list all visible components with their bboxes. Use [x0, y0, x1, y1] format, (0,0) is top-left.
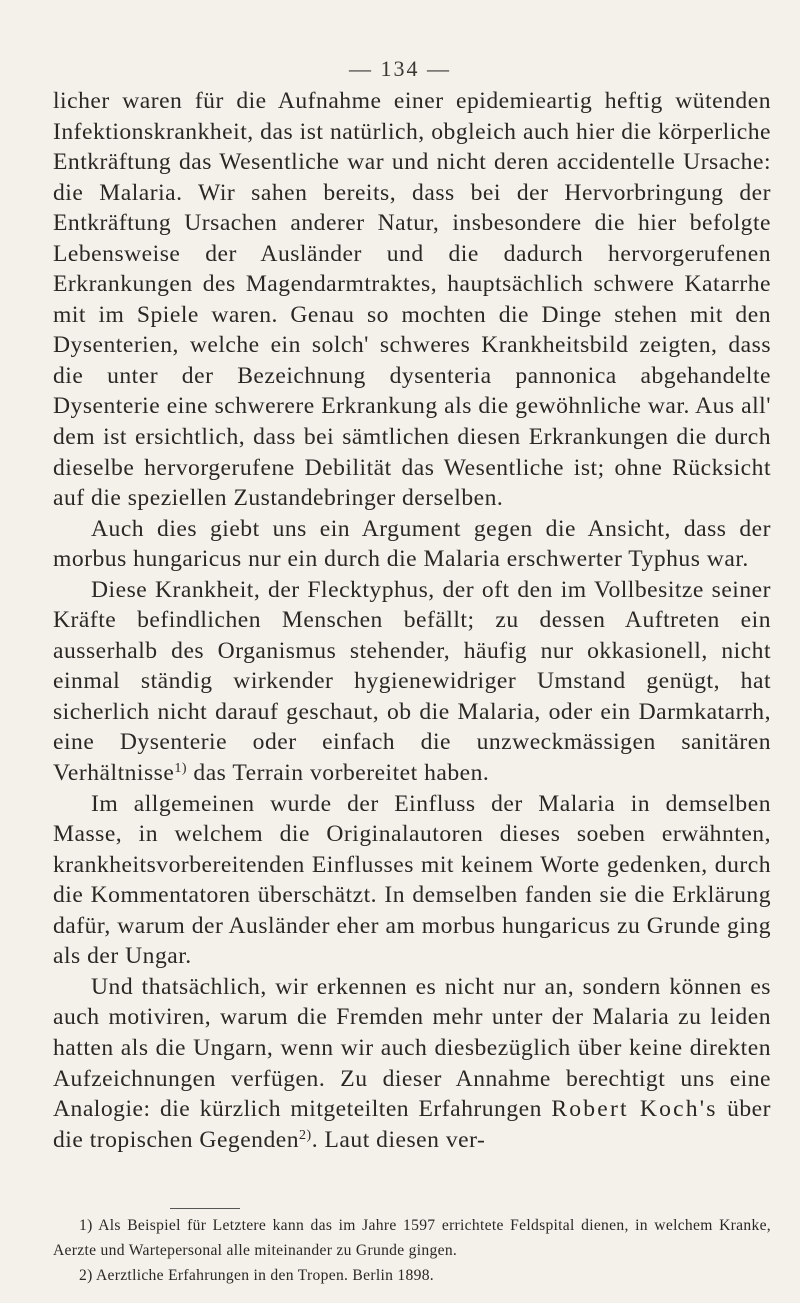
footnote-2-text: Aerztliche Erfahrungen in den Tropen. Berlin 1898.: [95, 1267, 434, 1284]
footnote-divider: [170, 1208, 240, 1209]
paragraph-3: [53, 575, 771, 789]
footnote-ref-1[interactable]: 1): [174, 761, 187, 777]
paragraph-2: Auch dies giebt uns ein Argument gegen die Ansicht, dass der morbus hungaricus nur ein durch die Malaria erschwerter Typhus war.: [53, 515, 771, 573]
footnote-2: [53, 1263, 771, 1288]
body-text: [53, 86, 771, 1155]
footnotes: [53, 1213, 771, 1288]
paragraph-3-text: Diese Krankheit, der Flecktyphus, der oft den im Vollbesitze seiner Kräfte befindlichen Menschen befällt; zu dessen Auftreten ein ausserhalb des Organismus stehender, häufig nur okkasionell, nicht einmal ständig wirkender hygienewidriger Umstand genügt, hat sicherlich nicht darauf geschaut, ob die Malaria, oder ein Darmkatarrh, eine Dysenterie oder einfach die unzweckmässigen sanitären Verhältnisse: [53, 576, 771, 787]
paragraph-5-end: . Laut diesen ver-: [311, 1126, 486, 1153]
footnote-1: [53, 1213, 771, 1263]
page-number: — 134 —: [349, 56, 451, 81]
author-name: Robert Koch's: [551, 1096, 718, 1123]
paragraph-5: [53, 972, 771, 1155]
paragraph-3-end: das Terrain vorbereitet haben.: [193, 760, 490, 787]
footnote-ref-2[interactable]: 2): [299, 1127, 312, 1143]
paragraph-4: Im allgemeinen wurde der Einfluss der Malaria in demselben Masse, in welchem die Originalautoren dieses soeben erwähnten, krankheitsvorbereitenden Einflusses mit keinem Worte gedenken, durch die Kommentatoren überschätzt. In demselben fanden sie die Erklärung dafür, warum der Ausländer eher am morbus hungaricus zu Grunde ging als der Ungar.: [53, 790, 771, 970]
footnote-1-marker: 1): [79, 1217, 93, 1234]
paragraph-5-continued: über die tropischen Gegenden: [53, 1096, 771, 1153]
paragraph-5-text: Und thatsächlich, wir erkennen es nicht nur an, sondern können es auch motiviren, warum die Fremden mehr unter der Malaria zu leiden hatten als die Ungarn, wenn wir auch diesbezüglich über keine direkten Aufzeichnungen verfügen. Zu dieser Annahme berechtigt uns eine Analogie: die kürzlich mitgeteilten Erfahrungen: [53, 973, 771, 1123]
paragraph-1: licher waren für die Aufnahme einer epidemieartig heftig wütenden Infektionskrankheit, das ist natürlich, obgleich auch hier die körperliche Entkräftung das Wesentliche war und nicht deren accidentelle Ursache: die Malaria. Wir sahen bereits, dass bei der Hervorbringung der Entkräftung Ursachen anderer Natur, insbesondere die hier befolgte Lebensweise der Ausländer und die dadurch hervorgerufenen Erkrankungen des Magendarmtraktes, hauptsächlich schwere Katarrhe mit im Spiele waren. Genau so mochten die Dinge stehen mit den Dysenterien, welche ein solch' schweres Krankheitsbild zeigten, dass die unter der Bezeichnung dysenteria pannonica abgehandelte Dysenterie eine schwerere Erkrankung als die gewöhnliche war. Aus all' dem ist ersichtlich, dass bei sämtlichen diesen Erkrankungen die durch dieselbe hervorgerufene Debilität das Wesentliche ist; ohne Rücksicht auf die speziellen Zustandebringer derselben.: [53, 88, 771, 512]
footnote-1-text: Als Beispiel für Letztere kann das im Jahre 1597 errichtete Feldspital dienen, in welchem Kranke, Aerzte und Wartepersonal alle miteinander zu Grunde gingen.: [53, 1217, 771, 1259]
footnote-2-marker: 2): [79, 1267, 93, 1284]
